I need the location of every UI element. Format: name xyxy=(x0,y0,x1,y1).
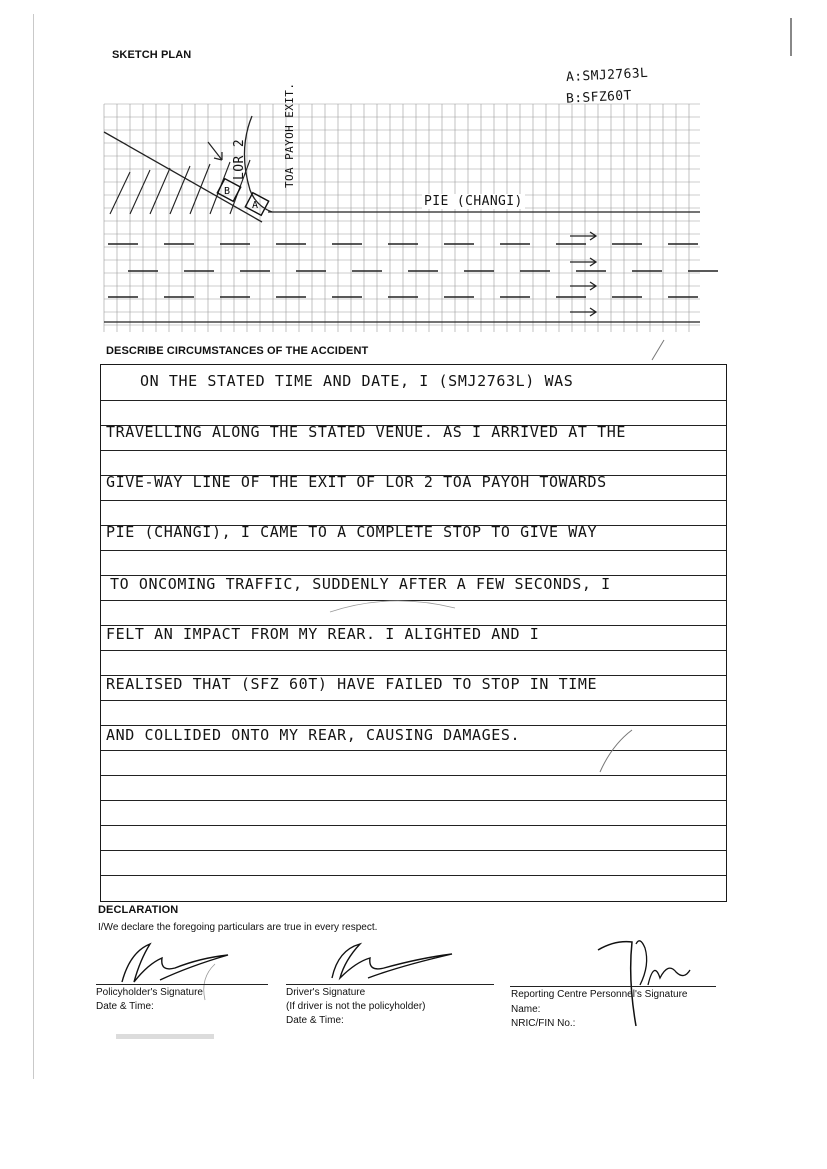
road-label-toa-payoh: TOA PAYOH EXIT. xyxy=(283,82,296,188)
driver-signature-label: Driver's Signature xyxy=(286,987,366,998)
driver-signature-note: (If driver is not the policyholder) xyxy=(286,1001,426,1012)
vehicle-a-label: A:SMJ2763L xyxy=(565,65,649,86)
sketch-plan-heading: SKETCH PLAN xyxy=(112,49,192,61)
declaration-heading: DECLARATION xyxy=(98,904,179,916)
reporting-nric-label: NRIC/FIN No.: xyxy=(511,1018,576,1029)
driver-date-label: Date & Time: xyxy=(286,1015,344,1026)
reporting-signature-label: Reporting Centre Personnel's Signature xyxy=(511,989,688,1000)
circumstance-line-6: FELT AN IMPACT FROM MY REAR. I ALIGHTED AND I xyxy=(106,625,540,643)
circumstance-line-7: REALISED THAT (SFZ 60T) HAVE FAILED TO STOP IN TIME xyxy=(106,675,598,693)
reporting-name-label: Name: xyxy=(511,1004,541,1015)
vehicle-b-label: B:SFZ60T xyxy=(565,88,633,107)
circumstance-line-4: PIE (CHANGI), I CAME TO A COMPLETE STOP TO GIVE WAY xyxy=(106,523,598,541)
circumstance-line-1: ON THE STATED TIME AND DATE, I (SMJ2763L) WAS xyxy=(140,372,574,390)
describe-circumstances-heading: DESCRIBE CIRCUMSTANCES OF THE ACCIDENT xyxy=(106,345,369,357)
circumstance-line-5: TO ONCOMING TRAFFIC, SUDDENLY AFTER A FEW SECONDS, I xyxy=(110,575,611,593)
circumstance-line-3: GIVE-WAY LINE OF THE EXIT OF LOR 2 TOA PAYOH TOWARDS xyxy=(106,473,607,491)
policyholder-date-label: Date & Time: xyxy=(96,1001,154,1012)
policyholder-signature-label: Policyholder's Signature xyxy=(96,987,203,998)
circumstance-line-2: TRAVELLING ALONG THE STATED VENUE. AS I ARRIVED AT THE xyxy=(106,423,627,441)
declaration-text: I/We declare the foregoing particulars are true in every respect. xyxy=(98,922,378,933)
circumstance-line-8: AND COLLIDED ONTO MY REAR, CAUSING DAMAGES. xyxy=(106,726,521,744)
car-b-letter: B xyxy=(224,186,231,197)
expressway-label: PIE (CHANGI) xyxy=(424,194,523,209)
road-label-lor2: LOR 2 xyxy=(232,138,247,180)
car-a-letter: A xyxy=(252,200,259,211)
